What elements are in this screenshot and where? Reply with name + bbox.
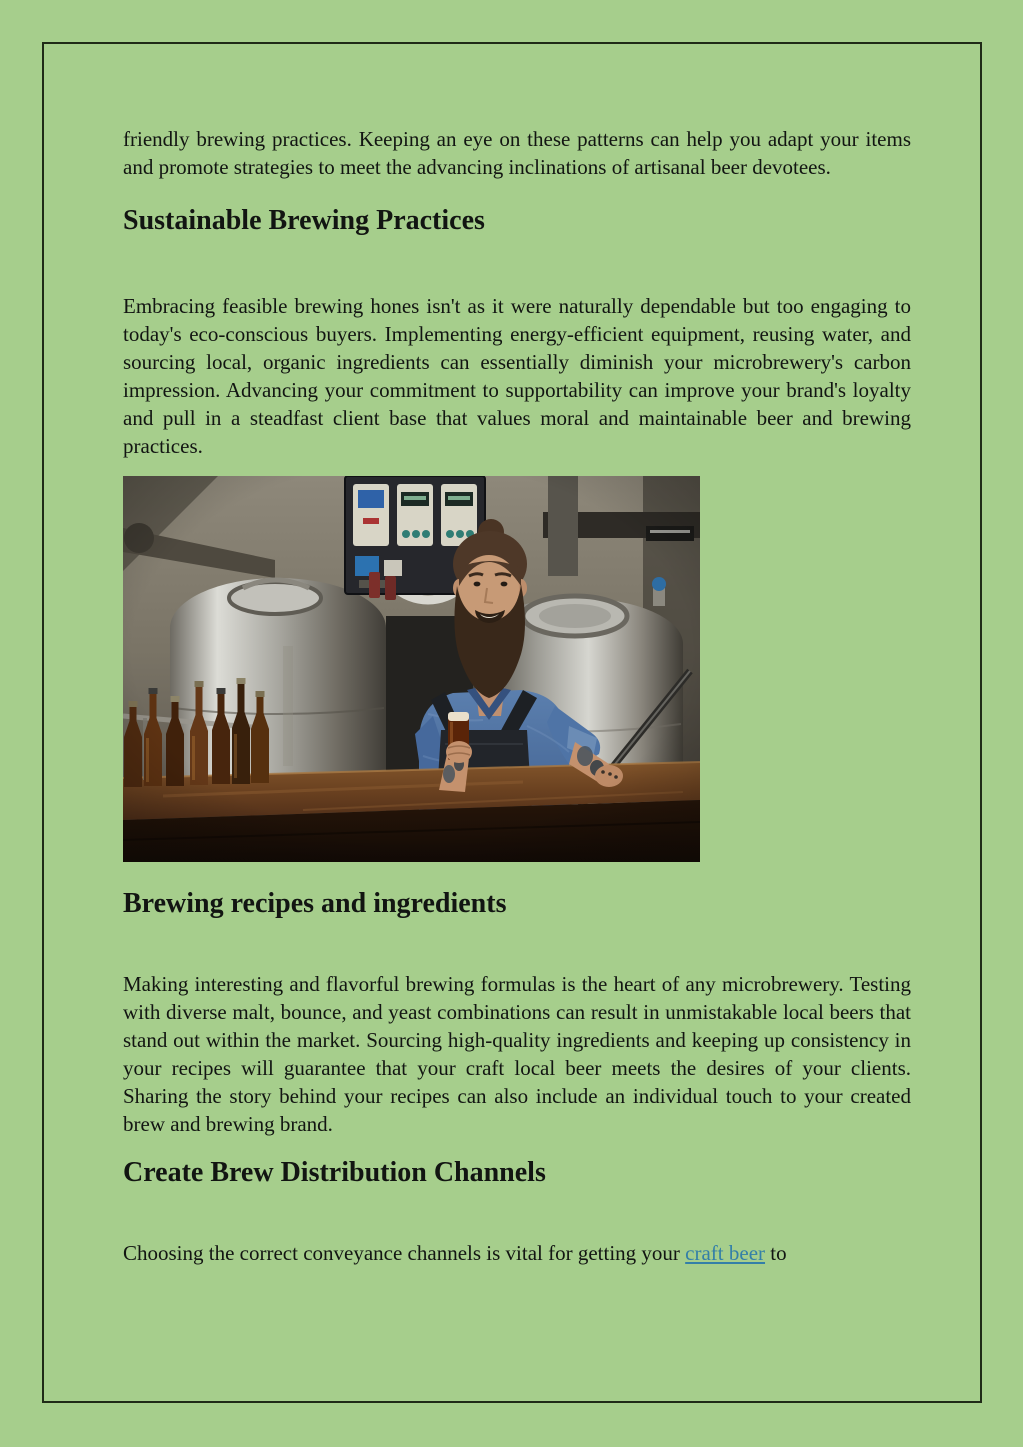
- intro-paragraph: friendly brewing practices. Keeping an eye on these patterns can help you adapt your items and promote strategies to meet the advancing inclinations of artisanal beer devotees.: [123, 127, 911, 179]
- heading-create-brew-distribution: Create Brew Distribution Channels: [123, 1157, 546, 1188]
- photo-vignette: [123, 476, 700, 862]
- distribution-text-before-link: Choosing the correct conveyance channels is vital for getting your: [123, 1241, 686, 1265]
- paragraph-brewing-recipes: Making interesting and flavorful brewing formulas is the heart of any microbrewery. Testing with diverse malt, bounce, and yeast combinations can result in unmistakable local beers that stand out within the market. Sourcing high-quality ingredients and keeping up consistency in your recipes will guarantee that your craft local beer meets the desires of your clients. Sharing the story behind your recipes can also include an individual touch to your created brew and brewing brand.: [123, 972, 911, 1136]
- heading-sustainable-brewing-practices: Sustainable Brewing Practices: [123, 205, 485, 236]
- paragraph-distribution-channels: [123, 1239, 911, 1267]
- brewery-photo: [123, 476, 700, 862]
- document-content: [123, 125, 911, 1267]
- distribution-text-after-link: to: [765, 1241, 787, 1265]
- paragraph-sustainable-brewing: Embracing feasible brewing hones isn't as it were naturally dependable but too engaging to today's eco-conscious buyers. Implementing energy-efficient equipment, reusing water, and sourcing local, organic ingredients can essentially diminish your microbrewery's carbon impression. Advancing your commitment to supportability can improve your brand's loyalty and pull in a steadfast client base that values moral and maintainable beer and brewing practices.: [123, 294, 911, 458]
- craft-beer-link[interactable]: craft beer: [685, 1241, 766, 1265]
- brewery-photo-illustration: [123, 476, 700, 862]
- heading-brewing-recipes-ingredients: Brewing recipes and ingredients: [123, 888, 507, 919]
